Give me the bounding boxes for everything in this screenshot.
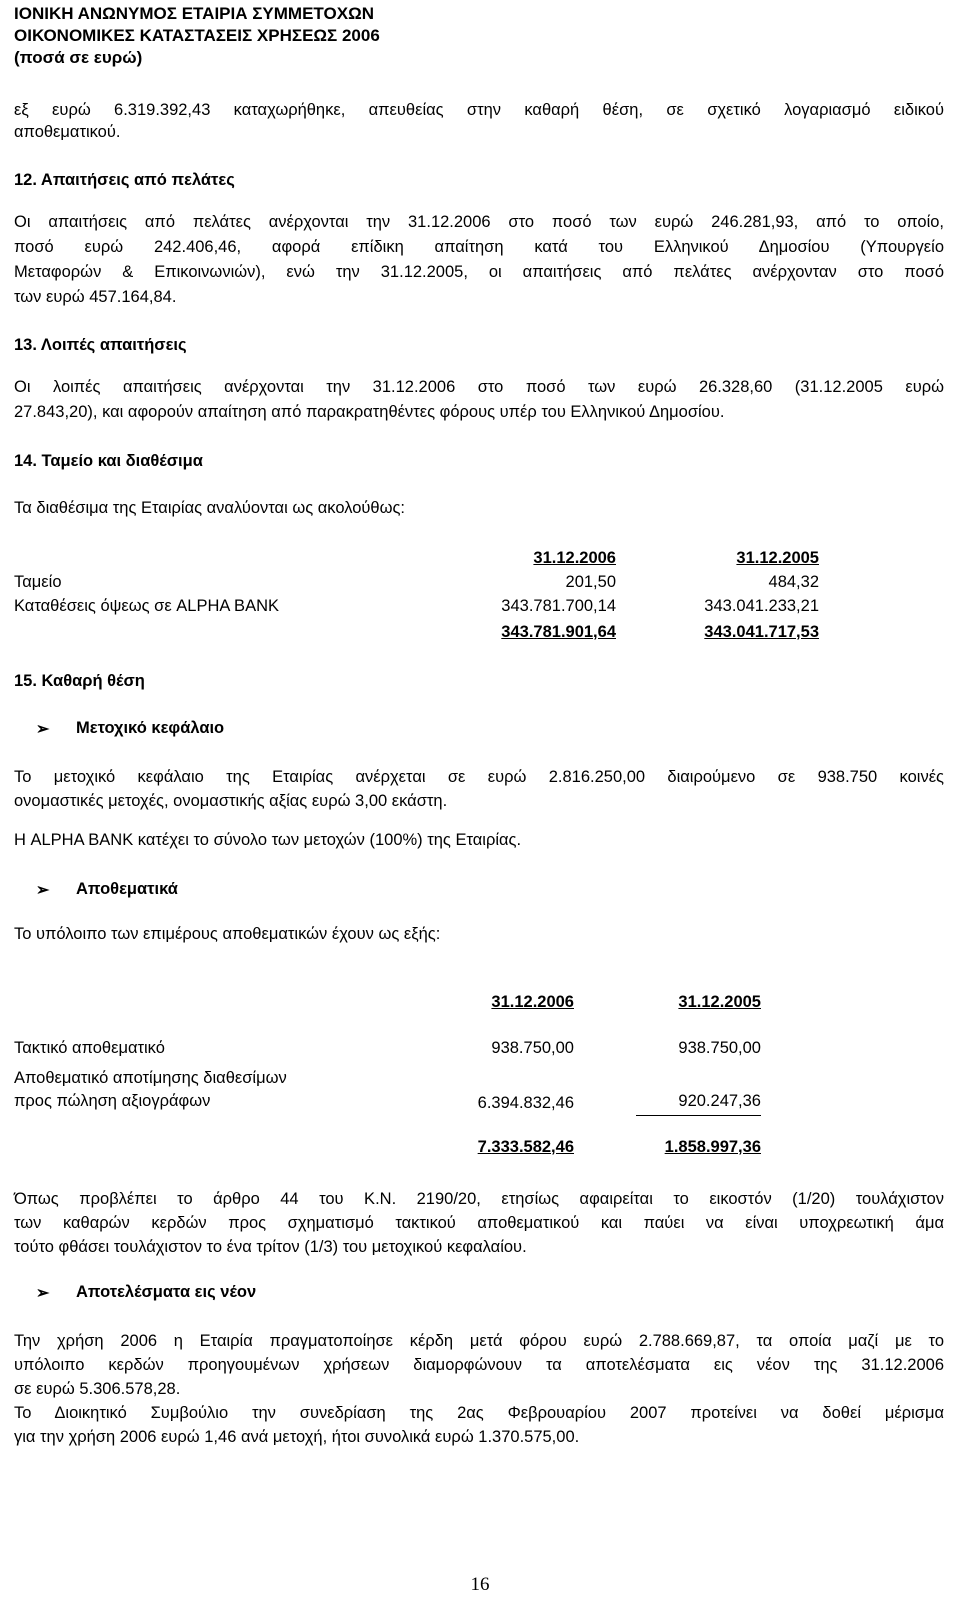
reserves-total-2006: 7.333.582,46 — [477, 1138, 574, 1156]
section-12-line-1: Οι απαιτήσεις από πελάτες ανέρχονται την 31.12.2006 στο ποσό των ευρώ 246.281,93, από το οποίο, — [14, 213, 944, 231]
retained-line-1: Την χρήση 2006 η Εταιρία πραγματοποίησε κέρδη μετά φόρου ευρώ 2.788.669,87, τα οποία μαζί με το — [14, 1332, 944, 1350]
currency-note: (ποσά σε ευρώ) — [14, 48, 143, 67]
section-12-line-3: Μεταφορών & Επικοινωνιών), ενώ την 31.12.2005, οι απαιτήσεις από πελάτες ανέρχονταν στο ποσό — [14, 263, 944, 281]
deposits-row-label: Καταθέσεις όψεως σε ALPHA BANK — [14, 597, 279, 615]
alpha-bank-ownership: Η ALPHA BANK κατέχει το σύνολο των μετοχών (100%) της Εταιρίας. — [14, 831, 522, 849]
statements-title: ΟΙΚΟΝΟΜΙΚΕΣ ΚΑΤΑΣΤΑΣΕΙΣ ΧΡΗΣΕΩΣ 2006 — [14, 26, 380, 45]
reserves-intro: Το υπόλοιπο των επιμέρους αποθεματικών έχουν ως εξής: — [14, 925, 441, 943]
company-title: ΙΟΝΙΚΗ ΑΝΩΝΥΜΟΣ ΕΤΑΙΡΙΑ ΣΥΜΜΕΤΟΧΩΝ — [14, 4, 374, 23]
dividend-line-1: Το Διοικητικό Συμβούλιο την συνεδρίαση της 2ας Φεβρουαρίου 2007 προτείνει να δοθεί μέρισμα — [14, 1404, 944, 1422]
cash-intro: Τα διαθέσιμα της Εταιρίας αναλύονται ως ακολούθως: — [14, 499, 406, 517]
intro-line-2: αποθεματικού. — [14, 123, 121, 141]
dividend-line-2: για την χρήση 2006 ευρώ 1,46 ανά μετοχή, ήτοι συνολικά ευρώ 1.370.575,00. — [14, 1428, 580, 1446]
reserves-heading: Αποθεματικά — [76, 880, 178, 898]
afs-reserve-2006: 6.394.832,46 — [477, 1094, 574, 1112]
retained-line-2: υπόλοιπο κερδών προηγουμένων χρήσεων διαμορφώνουν τα αποτελέσματα εις νέον της 31.12.2006 — [14, 1356, 944, 1374]
reserves-total-2005: 1.858.997,36 — [664, 1138, 761, 1156]
legal-reserve-2006: 938.750,00 — [491, 1039, 574, 1057]
deposits-row-2005: 343.041.233,21 — [704, 597, 819, 615]
cash-col-2006: 31.12.2006 — [533, 549, 616, 567]
law-line-1: Όπως προβλέπει το άρθρο 44 του Κ.Ν. 2190/20, ετησίως αφαιρείται το εικοστόν (1/20) τουλάχιστον — [14, 1190, 944, 1208]
share-capital-heading: Μετοχικό κεφάλαιο — [76, 719, 225, 737]
legal-reserve-2005: 938.750,00 — [678, 1039, 761, 1057]
afs-reserve-2005: 920.247,36 — [678, 1092, 761, 1110]
section-13-line-2: 27.843,20), και αφορούν απαίτηση από παρακρατηθέντες φόρους υπέρ του Ελληνικού Δημοσίου. — [14, 403, 725, 421]
section-12-title: 12. Απαιτήσεις από πελάτες — [14, 171, 235, 189]
section-12-line-2: ποσό ευρώ 242.406,46, αφορά επίδικη απαίτηση κατά του Ελληνικού Δημοσίου (Υπουργείο — [14, 238, 944, 256]
deposits-row-2006: 343.781.700,14 — [501, 597, 616, 615]
section-13-title: 13. Λοιπές απαιτήσεις — [14, 336, 187, 354]
cash-row-2005: 484,32 — [768, 573, 819, 591]
legal-reserve-label: Τακτικό αποθεματικό — [14, 1039, 165, 1057]
arrow-bullet-icon: ➢ — [36, 1285, 50, 1302]
afs-reserve-label-b: προς πώληση αξιογράφων — [14, 1092, 211, 1110]
reserves-col-2005: 31.12.2005 — [678, 993, 761, 1011]
law-line-2: των καθαρών κερδών προς σχηματισμό τακτικού αποθεματικού και παύει να είναι υποχρεωτική άμα — [14, 1214, 944, 1232]
share-capital-line-1: Το μετοχικό κεφάλαιο της Εταιρίας ανέρχεται σε ευρώ 2.816.250,00 διαιρούμενο σε 938.750 κοινές — [14, 768, 944, 786]
section-12-line-4: των ευρώ 457.164,84. — [14, 288, 177, 306]
afs-reserve-2005-underline — [636, 1115, 761, 1116]
arrow-bullet-icon: ➢ — [36, 721, 50, 738]
retained-earnings-heading: Αποτελέσματα εις νέον — [76, 1283, 257, 1301]
cash-row-2006: 201,50 — [565, 573, 616, 591]
section-14-title: 14. Ταμείο και διαθέσιμα — [14, 452, 203, 470]
cash-col-2005: 31.12.2005 — [736, 549, 819, 567]
reserves-col-2006: 31.12.2006 — [491, 993, 574, 1011]
cash-row-label: Ταμείο — [14, 573, 62, 591]
afs-reserve-label-a: Αποθεματικό αποτίμησης διαθεσίμων — [14, 1069, 287, 1087]
arrow-bullet-icon: ➢ — [36, 882, 50, 899]
retained-line-3: σε ευρώ 5.306.578,28. — [14, 1380, 181, 1398]
cash-total-2005: 343.041.717,53 — [704, 623, 819, 641]
page-number: 16 — [470, 1574, 490, 1595]
share-capital-line-2: ονομαστικές μετοχές, ονομαστικής αξίας ευρώ 3,00 εκάστη. — [14, 792, 448, 810]
intro-line-1: εξ ευρώ 6.319.392,43 καταχωρήθηκε, απευθείας στην καθαρή θέση, σε σχετικό λογαριασμό ειδικού — [14, 101, 944, 119]
section-15-title: 15. Καθαρή θέση — [14, 672, 145, 690]
section-13-line-1: Οι λοιπές απαιτήσεις ανέρχονται την 31.12.2006 στο ποσό των ευρώ 26.328,60 (31.12.2005 ευρώ — [14, 378, 944, 396]
cash-total-2006: 343.781.901,64 — [501, 623, 616, 641]
law-line-3: τούτο φθάσει τουλάχιστον το ένα τρίτον (1/3) του μετοχικού κεφαλαίου. — [14, 1238, 527, 1256]
